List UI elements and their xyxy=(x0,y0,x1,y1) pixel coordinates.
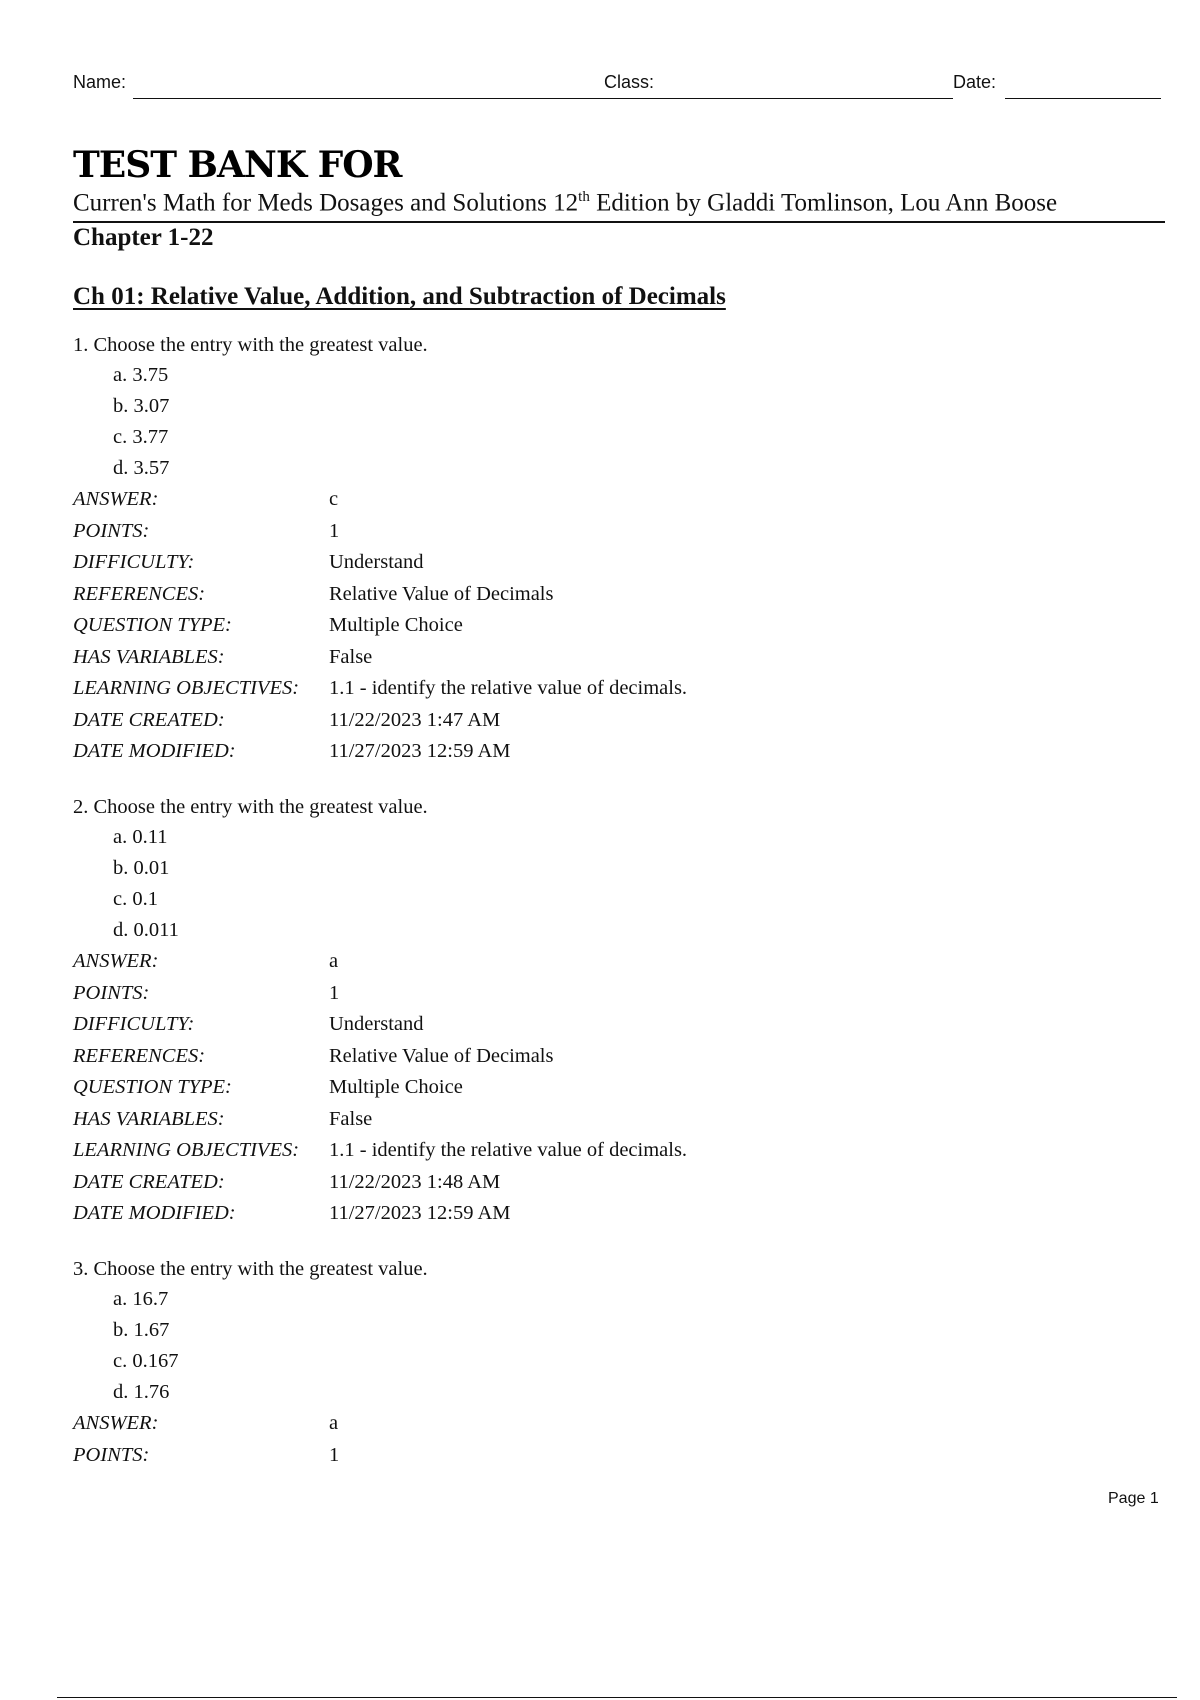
answer-option: a. 0.11 xyxy=(113,826,168,848)
metadata-value: Relative Value of Decimals xyxy=(329,582,554,605)
metadata-label: DIFFICULTY: xyxy=(73,551,195,573)
metadata-label: ANSWER: xyxy=(73,488,159,510)
metadata-label: DIFFICULTY: xyxy=(73,1013,195,1035)
title-divider xyxy=(73,221,1165,223)
date-blank xyxy=(1005,98,1161,99)
metadata-row xyxy=(73,547,1073,579)
metadata-label: POINTS: xyxy=(73,519,150,542)
book-title xyxy=(73,189,1163,217)
metadata-value: 11/22/2023 1:48 AM xyxy=(329,1170,501,1193)
metadata-label: REFERENCES: xyxy=(73,1044,206,1067)
metadata-row xyxy=(73,1104,1073,1136)
question-text: 1. Choose the entry with the greatest value. xyxy=(73,334,428,356)
metadata-label: REFERENCES: xyxy=(73,582,206,605)
metadata-value: 1.1 - identify the relative value of decimals. xyxy=(329,677,688,699)
section-heading: Ch 01: Relative Value, Addition, and Subtraction of Decimals xyxy=(73,283,726,310)
name-label: Name: xyxy=(73,72,127,92)
metadata-value: 1 xyxy=(329,519,340,542)
metadata-row xyxy=(73,978,1073,1010)
class-blank xyxy=(661,98,953,99)
student-info-row xyxy=(73,72,1161,100)
metadata-label: QUESTION TYPE: xyxy=(73,614,232,636)
metadata-label: POINTS: xyxy=(73,981,150,1004)
metadata-label: DATE CREATED: xyxy=(73,1170,225,1193)
metadata-row xyxy=(73,1135,1073,1167)
metadata-label: LEARNING OBJECTIVES: xyxy=(73,677,300,699)
book-title-main: Curren's Math for Meds Dosages and Solutions 12 xyxy=(73,189,579,217)
metadata-value: a xyxy=(329,1412,339,1434)
metadata-label: DATE MODIFIED: xyxy=(73,740,236,762)
answer-option: c. 3.77 xyxy=(113,426,169,448)
metadata-row xyxy=(73,1009,1073,1041)
answer-option: a. 16.7 xyxy=(113,1288,169,1310)
metadata-row xyxy=(73,516,1073,548)
answer-option: a. 3.75 xyxy=(113,364,169,386)
metadata-value: 1 xyxy=(329,1443,340,1466)
metadata-label: QUESTION TYPE: xyxy=(73,1076,232,1098)
metadata-row xyxy=(73,946,1073,978)
page-bottom-rule xyxy=(57,1697,1177,1698)
answer-option: b. 3.07 xyxy=(113,395,170,417)
question-text: 3. Choose the entry with the greatest value. xyxy=(73,1258,428,1280)
answer-option: c. 0.167 xyxy=(113,1350,179,1372)
metadata-value: Understand xyxy=(329,551,424,573)
question-block xyxy=(73,792,1073,1230)
question-block xyxy=(73,330,1073,768)
metadata-value: False xyxy=(329,645,373,668)
metadata-value: False xyxy=(329,1107,373,1130)
question-text: 2. Choose the entry with the greatest value. xyxy=(73,796,428,818)
metadata-row xyxy=(73,579,1073,611)
metadata-row xyxy=(73,705,1073,737)
metadata-row xyxy=(73,1408,1073,1440)
metadata-row xyxy=(73,673,1073,705)
metadata-row xyxy=(73,1440,1073,1472)
answer-option: b. 1.67 xyxy=(113,1319,170,1341)
metadata-row xyxy=(73,1041,1073,1073)
metadata-label: LEARNING OBJECTIVES: xyxy=(73,1139,300,1161)
answer-option: c. 0.1 xyxy=(113,888,158,910)
metadata-label: HAS VARIABLES: xyxy=(73,1107,225,1130)
metadata-row xyxy=(73,610,1073,642)
metadata-label: POINTS: xyxy=(73,1443,150,1466)
metadata-value: c xyxy=(329,488,339,510)
chapter-range: Chapter 1-22 xyxy=(73,224,214,251)
metadata-row xyxy=(73,642,1073,674)
date-label: Date: xyxy=(953,72,997,92)
metadata-value: a xyxy=(329,950,339,972)
document-title: TEST BANK FOR xyxy=(73,144,402,186)
question-block xyxy=(73,1254,1073,1471)
answer-option: d. 0.011 xyxy=(113,919,179,941)
metadata-row xyxy=(73,484,1073,516)
metadata-value: Relative Value of Decimals xyxy=(329,1044,554,1067)
metadata-label: HAS VARIABLES: xyxy=(73,645,225,668)
metadata-value: Multiple Choice xyxy=(329,614,463,636)
metadata-row xyxy=(73,1198,1073,1230)
metadata-value: Multiple Choice xyxy=(329,1076,463,1098)
answer-option: d. 3.57 xyxy=(113,457,170,479)
metadata-value: 11/27/2023 12:59 AM xyxy=(329,740,511,762)
book-title-rest: Edition by Gladdi Tomlinson, Lou Ann Boose xyxy=(589,189,1058,217)
answer-option: d. 1.76 xyxy=(113,1381,170,1403)
metadata-label: DATE MODIFIED: xyxy=(73,1202,236,1224)
book-title-ordinal: th xyxy=(578,189,590,205)
metadata-label: ANSWER: xyxy=(73,1412,159,1434)
metadata-value: 11/27/2023 12:59 AM xyxy=(329,1202,511,1224)
metadata-row xyxy=(73,1072,1073,1104)
metadata-row xyxy=(73,736,1073,768)
metadata-label: ANSWER: xyxy=(73,950,159,972)
metadata-value: Understand xyxy=(329,1013,424,1035)
name-blank xyxy=(133,98,671,99)
metadata-value: 1 xyxy=(329,981,340,1004)
metadata-label: DATE CREATED: xyxy=(73,708,225,731)
metadata-value: 11/22/2023 1:47 AM xyxy=(329,708,501,731)
metadata-row xyxy=(73,1167,1073,1199)
class-label: Class: xyxy=(604,72,655,92)
answer-option: b. 0.01 xyxy=(113,857,170,879)
page-number: Page 1 xyxy=(1108,1490,1159,1507)
metadata-value: 1.1 - identify the relative value of decimals. xyxy=(329,1139,688,1161)
